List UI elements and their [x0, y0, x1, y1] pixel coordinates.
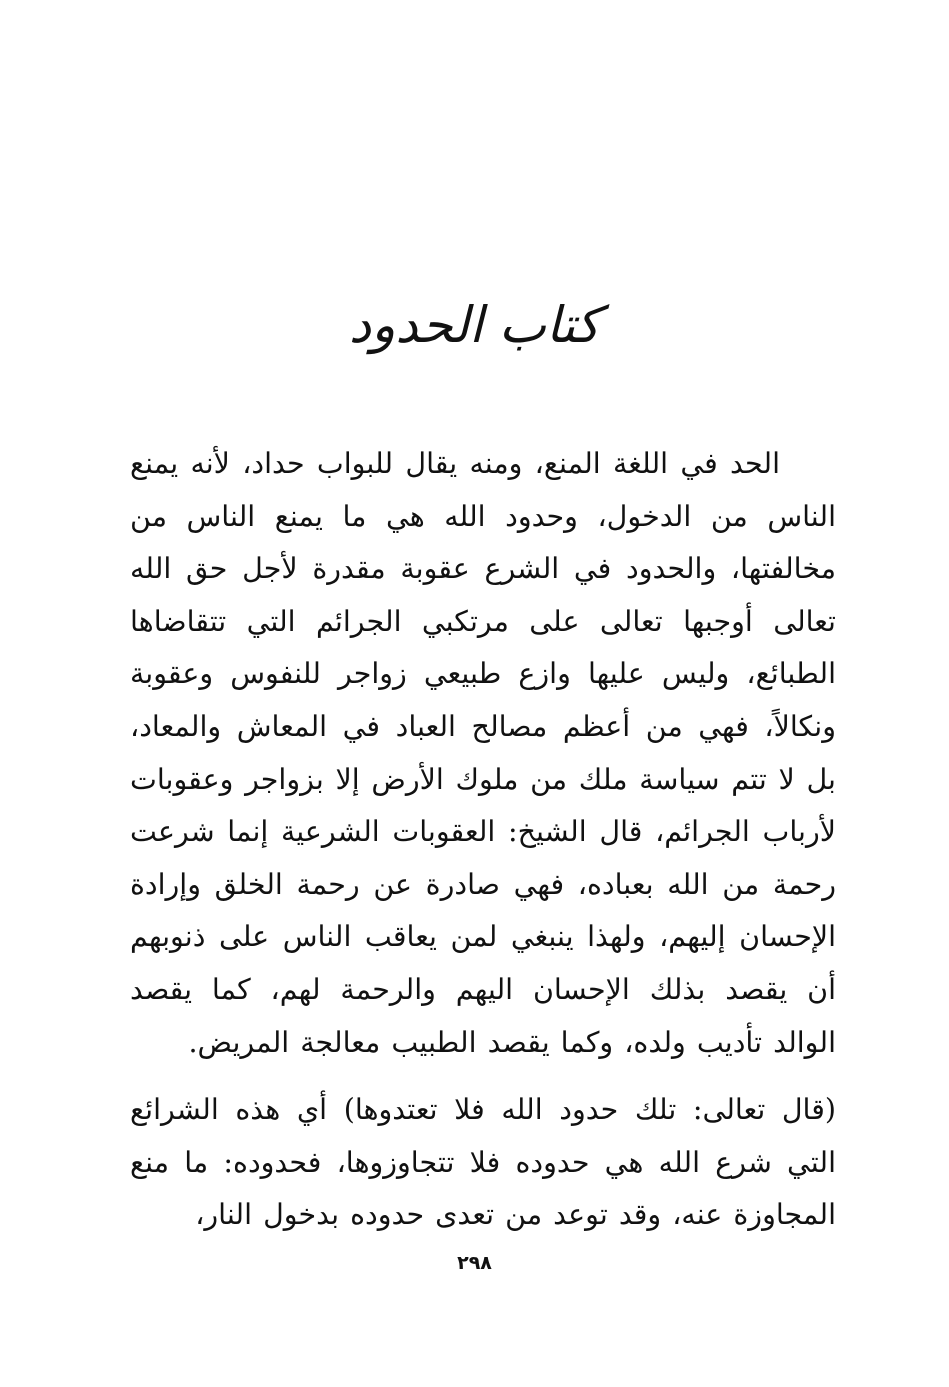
page-number: ٢٩٨ — [457, 1252, 492, 1274]
chapter-title: كتاب الحدود — [348, 296, 601, 354]
body-paragraph: (قال تعالى: تلك حدود الله فلا تعتدوها) أي هذه الشرائع التي شرع الله هي حدوده فلا تتجاوزوها، فحدوده: ما منع المجاوزة عنه، وقد توعد من تعدى حدوده بدخول النار، — [130, 1093, 836, 1232]
body-paragraph: الحد في اللغة المنع، ومنه يقال للبواب حداد، لأنه يمنع الناس من الدخول، وحدود الله هي ما يمنع الناس من مخالفتها، والحدود في الشرع عقوبة مقدرة لأجل حق الله تعالى أوجبها تعالى على مرتكبي الجرائم التي تتقاضاها الطبائع، وليس عليها وازع طبيعي زواجر للنفوس وعقوبة ونكالاً، فهي من أعظم مصالح العباد في المعاش والمعاد، بل لا تتم سياسة ملك من ملوك الأرض إلا بزواجر وعقوبات لأرباب الجرائم، قال الشيخ: العقوبات الشرعية إنما شرعت رحمة من الله بعباده، فهي صادرة عن رحمة الخلق وإرادة الإحسان إليهم، ولهذا ينبغي لمن يعاقب الناس على ذنوبهم أن يقصد بذلك الإحسان اليهم والرحمة لهم، كما يقصد الوالد تأديب ولده، وكما يقصد الطبيب معالجة المريض. — [130, 447, 836, 1059]
